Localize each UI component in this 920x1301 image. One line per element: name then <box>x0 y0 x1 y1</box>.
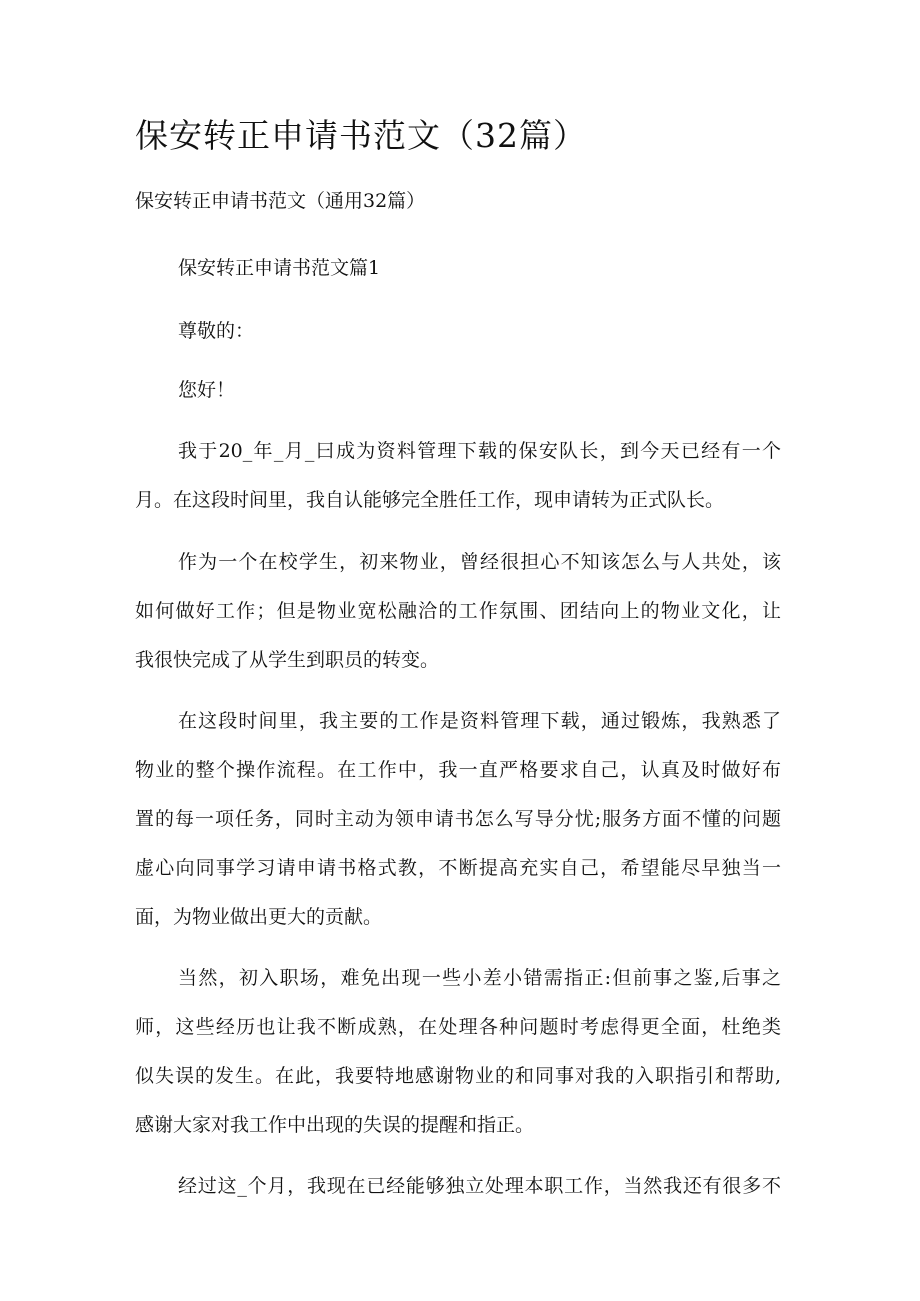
document-title: 保安转正申请书范文（32篇） <box>135 116 587 155</box>
paragraph-3-line-5: 面，为物业做出更大的贡献。 <box>135 906 383 928</box>
section-heading: 保安转正申请书范文篇1 <box>178 257 381 279</box>
paragraph-3-line-4: 虚心向同事学习请申请书格式教，不断提高充实自己，希望能尽早独当一 <box>135 857 781 879</box>
paragraph-2-line-2: 如何做好工作；但是物业宽松融洽的工作氛围、团结向上的物业文化，让 <box>135 600 781 622</box>
salutation: 尊敬的： <box>178 320 255 342</box>
paragraph-4-line-2: 师，这些经历也让我不断成熟，在处理各种问题时考虑得更全面，杜绝类 <box>135 1016 781 1038</box>
paragraph-4-line-3: 似失误的发生。在此，我要特地感谢物业的和同事对我的入职指引和帮助, <box>135 1065 781 1087</box>
paragraph-2-line-1: 作为一个在校学生，初来物业，曾经很担心不知该怎么与人共处，该 <box>178 551 781 573</box>
greeting: 您好！ <box>178 379 236 401</box>
paragraph-3-line-3: 置的每一项任务，同时主动为领申请书怎么写导分忧;服务方面不懂的问题 <box>135 808 781 830</box>
paragraph-5-line-1: 经过这_个月，我现在已经能够独立处理本职工作，当然我还有很多不 <box>178 1175 781 1197</box>
paragraph-1-line-1: 我于20_年_月_曰成为资料管理下载的保安队长，到今天已经有一个 <box>178 440 781 462</box>
paragraph-2-line-3: 我很快完成了从学生到职员的转变。 <box>135 649 440 671</box>
document-subtitle: 保安转正申请书范文（通用32篇） <box>135 190 426 212</box>
paragraph-1-line-2: 月。在这段时间里，我自认能够完全胜任工作，现申请转为正式队长。 <box>135 489 725 511</box>
paragraph-4-line-4: 感谢大家对我工作中出现的失误的提醒和指正。 <box>135 1114 535 1136</box>
paragraph-3-line-1: 在这段时间里，我主要的工作是资料管理下载，通过锻炼，我熟悉了 <box>178 710 781 732</box>
paragraph-4-line-1: 当然，初入职场，难免出现一些小差小错需指正:但前事之鉴,后事之 <box>178 967 781 989</box>
paragraph-3-line-2: 物业的整个操作流程。在工作中，我一直严格要求自己，认真及时做好布 <box>135 759 781 781</box>
